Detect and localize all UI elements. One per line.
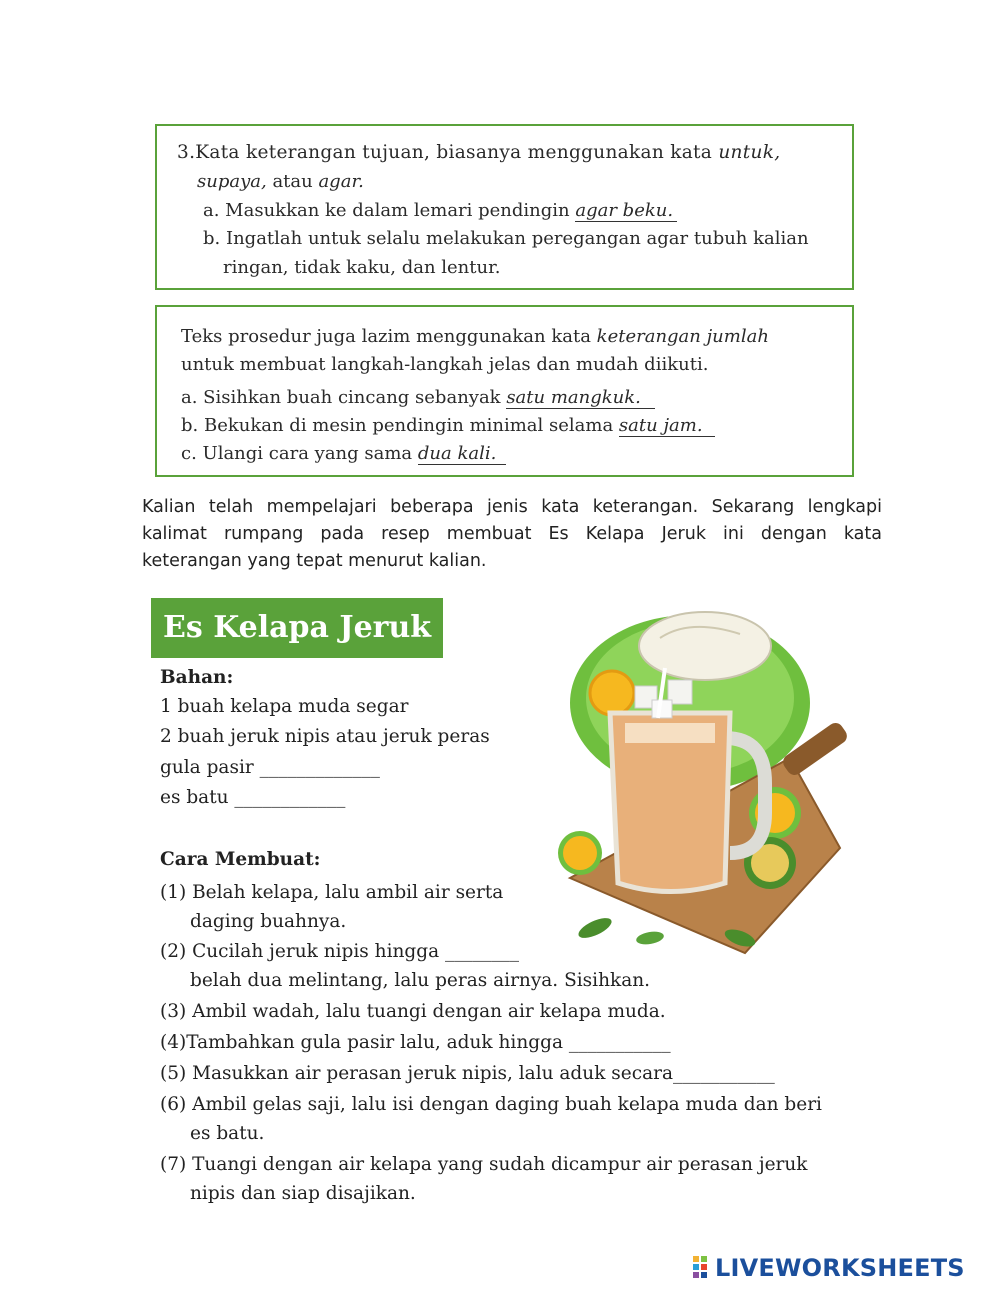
box2-line1-text: Teks prosedur juga lazim menggunakan kata bbox=[181, 326, 597, 347]
step-3: (3) Ambil wadah, lalu tuangi dengan air kelapa muda. bbox=[160, 1001, 666, 1022]
box2-line2: untuk membuat langkah-langkah jelas dan mudah diikuti. bbox=[181, 354, 709, 375]
step-6-cont: es batu. bbox=[190, 1123, 265, 1144]
step-1: (1) Belah kelapa, lalu ambil air serta bbox=[160, 882, 504, 903]
box2-line1 bbox=[181, 324, 769, 350]
cara-heading bbox=[160, 846, 320, 874]
intro-line-3: keterangan yang tepat menurut kalian. bbox=[142, 551, 487, 571]
liveworksheets-logo-icon bbox=[693, 1256, 715, 1280]
box2-item-b-em: satu jam. bbox=[619, 415, 715, 437]
recipe-title: Es Kelapa Jeruk bbox=[151, 598, 443, 658]
box2-item-b-text: b. Bekukan di mesin pendingin minimal selama bbox=[181, 415, 619, 436]
step-1-cont: daging buahnya. bbox=[190, 911, 347, 932]
box2-item-a bbox=[181, 385, 655, 411]
step-7: (7) Tuangi dengan air kelapa yang sudah dicampur air perasan jeruk bbox=[160, 1154, 808, 1175]
keterangan-tujuan-box bbox=[155, 124, 854, 290]
cara-heading-text: Cara Membuat: bbox=[160, 849, 321, 870]
box2-item-a-text: a. Sisihkan buah cincang sebanyak bbox=[181, 387, 507, 408]
step-4: (4)Tambahkan gula pasir lalu, aduk hingga ___________ bbox=[160, 1032, 671, 1053]
box1-line2-mid: atau bbox=[266, 171, 319, 192]
bahan-item: 1 buah kelapa muda segar bbox=[160, 696, 409, 717]
bahan-item-gula: gula pasir _____________ bbox=[160, 757, 380, 778]
box2-item-b bbox=[181, 413, 715, 439]
liveworksheets-logo bbox=[693, 1253, 965, 1283]
box1-line1-text: 3.Kata keterangan tujuan, biasanya menggunakan kata bbox=[177, 142, 719, 163]
bahan-item-es: es batu ____________ bbox=[160, 787, 346, 808]
box1-item-a-text: a. Masukkan ke dalam lemari pendingin bbox=[203, 200, 576, 221]
box2-item-c bbox=[181, 441, 506, 467]
keterangan-jumlah-box bbox=[155, 305, 854, 477]
liveworksheets-logo-text: LIVEWORKSHEETS bbox=[715, 1254, 965, 1282]
box2-item-c-text: c. Ulangi cara yang sama bbox=[181, 443, 418, 464]
box2-item-a-em: satu mangkuk. bbox=[506, 387, 655, 409]
bahan-heading-text: Bahan: bbox=[160, 667, 234, 688]
step-6: (6) Ambil gelas saji, lalu isi dengan daging buah kelapa muda dan beri bbox=[160, 1094, 822, 1115]
step-2-cont: belah dua melintang, lalu peras airnya. Sisihkan. bbox=[190, 970, 651, 991]
intro-line-2: kalimat rumpang pada resep membuat Es Kelapa Jeruk ini dengan kata bbox=[142, 524, 882, 544]
box2-line1-em: keterangan jumlah bbox=[596, 326, 769, 347]
box1-line1-em: untuk, bbox=[718, 142, 781, 163]
box1-item-a-em: agar beku. bbox=[575, 200, 677, 222]
box1-item-b-cont: ringan, tidak kaku, dan lentur. bbox=[223, 257, 501, 278]
step-5: (5) Masukkan air perasan jeruk nipis, lalu aduk secara___________ bbox=[160, 1063, 775, 1084]
box1-line1 bbox=[177, 140, 780, 166]
box1-item-a bbox=[203, 198, 677, 224]
es-kelapa-jeruk-illustration bbox=[540, 608, 870, 968]
intro-paragraph bbox=[142, 494, 882, 575]
box1-line2-em2: agar. bbox=[318, 171, 364, 192]
box1-item-b: b. Ingatlah untuk selalu melakukan peregangan agar tubuh kalian bbox=[203, 228, 809, 249]
intro-line-1: Kalian telah mempelajari beberapa jenis kata keterangan. Sekarang lengkapi bbox=[142, 497, 882, 517]
bahan-heading bbox=[160, 664, 233, 692]
bahan-item: 2 buah jeruk nipis atau jeruk peras bbox=[160, 726, 490, 747]
box1-line2 bbox=[197, 169, 364, 195]
box2-item-c-em: dua kali. bbox=[418, 443, 506, 465]
step-7-cont: nipis dan siap disajikan. bbox=[190, 1183, 416, 1204]
box1-line2-em: supaya, bbox=[197, 171, 267, 192]
step-2: (2) Cucilah jeruk nipis hingga ________ bbox=[160, 941, 520, 962]
